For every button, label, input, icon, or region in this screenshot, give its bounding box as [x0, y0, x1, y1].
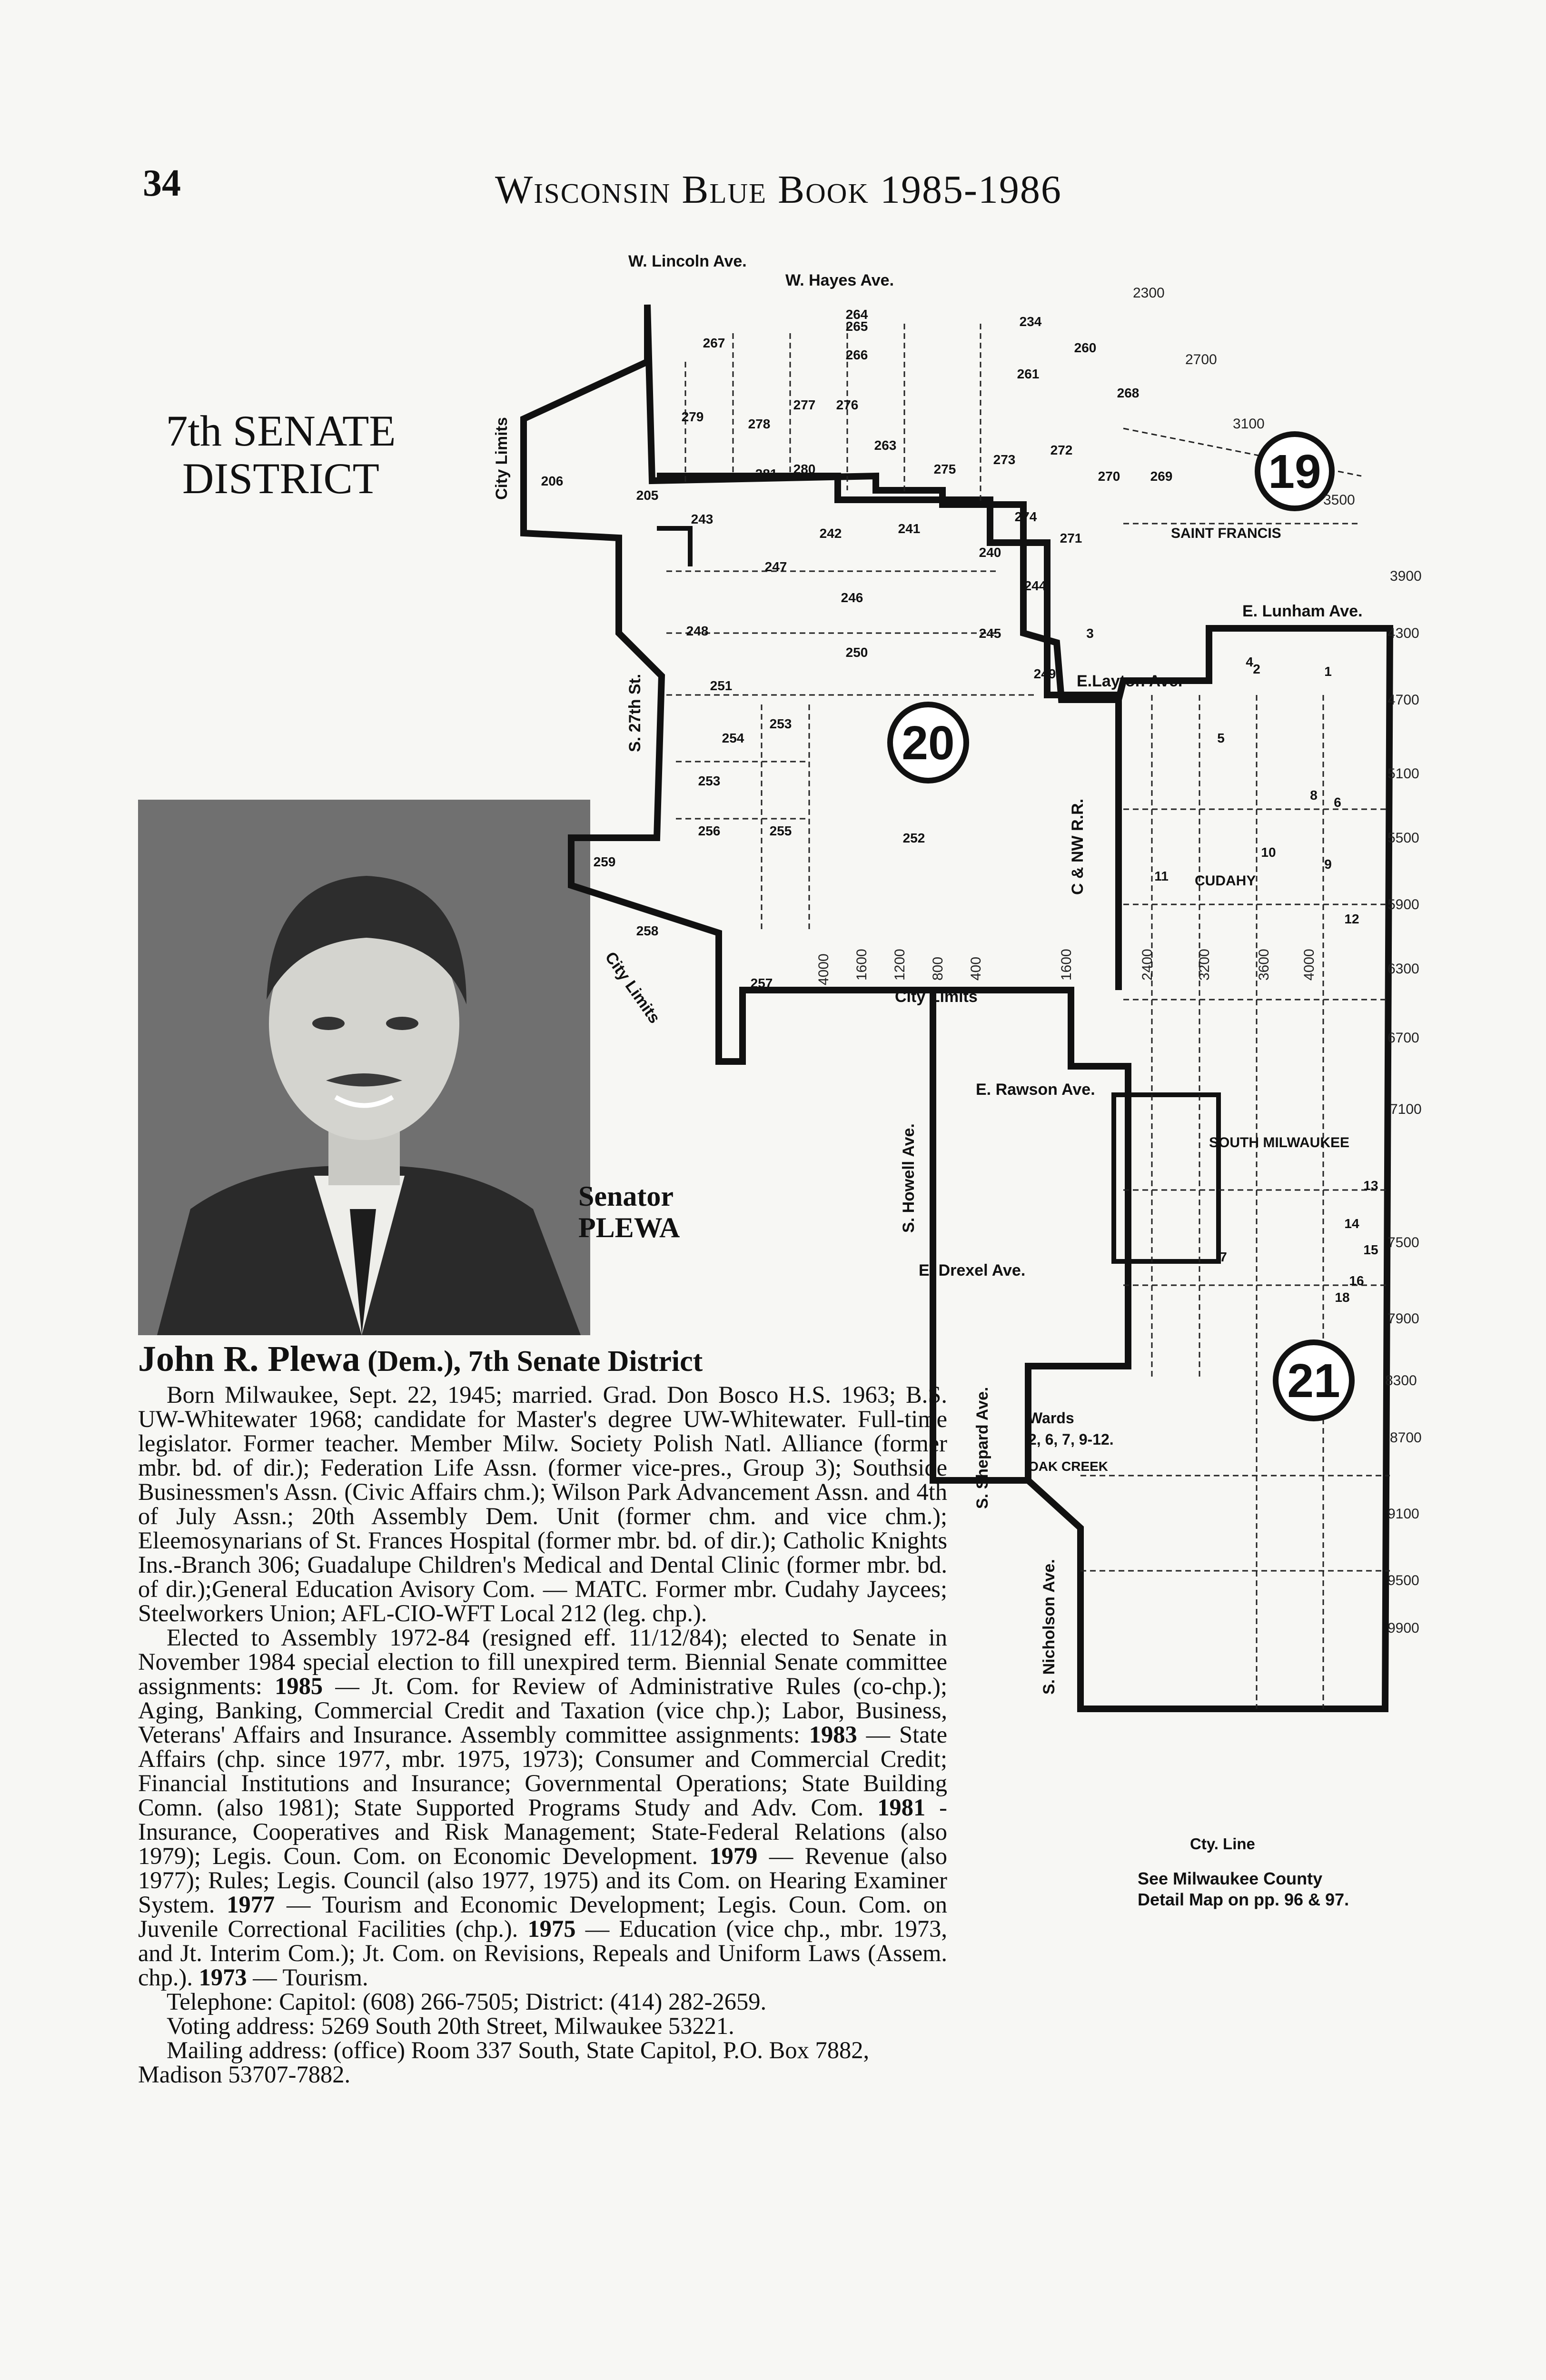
bio-p2-g: — Education (vice chp., mbr. 1973, and Jt. Interim Com.); Jt. Com. on Revisions, Repeals and Uniform Laws (Assem. chp.).	[138, 1915, 947, 1991]
bio-p2-e: — Revenue (also 1977); Rules; Legis. Council (also 1977, 1975) and its Com. on Hearing Examiner System.	[138, 1843, 947, 1918]
bio-p2-d: - Insurance, Cooperatives and Risk Management; State-Federal Relations (also 1979); Legis. Coun. Com. on Economic Development.	[138, 1794, 948, 1869]
ward-number: 246	[841, 590, 863, 605]
bio-paragraph-1: Born Milwaukee, Sept. 22, 1945; married. Grad. Don Bosco H.S. 1963; B.S. UW-Whitewater 1968; candidate for Master's degree UW-Whitewater. Full-time legislator. Former teacher. Member Milw. Society Polish Natl. Alliance (former mbr. bd. of dir.); Federation Life Assn. (former vice-pres., Group 3); Southside Businessmen's Assn. (Civic Affairs chm.); Wilson Park Advancement Assn. and 4th of July Assn.; 20th Assembly Dem. Unit (former chm. and vice chm.); Eleemosynarians of St. Frances Hospital (former mbr. bd. of dir.); Catholic Knights Ins.-Branch 306; Guadalupe Children's Medical and Dental Clinic (former mbr. bd. of dir.);General Education Avisory Com. — MATC. Former mbr. Cudahy Jaycees; Steelworkers Union; AFL-CIO-WFT Local 212 (leg. chp.).	[138, 1381, 947, 1626]
photo-caption-line1: Senator	[578, 1180, 674, 1212]
ward-number: 247	[764, 559, 787, 574]
ward-number: 251	[710, 678, 733, 693]
label-s27th: S. 27th St.	[626, 674, 644, 752]
ward-number: 270	[1098, 469, 1120, 484]
bio-p2-f: — Tourism and Economic Development; Legis. Coun. Com. on Juvenile Correctional Facilities (chp.).	[138, 1891, 947, 1942]
bio-p2-c: — State Affairs (chp. since 1977, mbr. 1975, 1973); Consumer and Commercial Credit; Financial Institutions and Insurance; Governmental Operations; State Building Comn. (also 1981); State Supported Programs Study and Adv. Com.	[138, 1721, 947, 1821]
ward-number: 280	[793, 462, 816, 476]
ward-number: 2	[1253, 662, 1260, 676]
block-number: 4000	[816, 953, 832, 985]
ward-number: 266	[845, 347, 868, 362]
label-hayes: W. Hayes Ave.	[785, 271, 894, 289]
ward-number: 1	[1324, 664, 1332, 679]
ward-number: 16	[1349, 1273, 1364, 1288]
page-number: 34	[143, 162, 181, 204]
block-number: 6700	[1387, 1030, 1419, 1046]
ward-number: 268	[1117, 386, 1140, 400]
year-1979: 1979	[709, 1843, 758, 1869]
block-number: 2400	[1140, 949, 1155, 981]
ward-number: 261	[1017, 367, 1040, 381]
district-heading	[138, 407, 424, 502]
district-heading-line2: DISTRICT	[182, 454, 379, 503]
ward-number: 278	[748, 416, 771, 431]
label-city-limits-diag: City Limits	[601, 948, 664, 1027]
bio-name	[138, 1338, 947, 1383]
block-number: 2700	[1185, 352, 1217, 367]
ward-number: 234	[1019, 314, 1042, 329]
block-number: 4300	[1387, 625, 1419, 641]
ward-number: 256	[698, 823, 721, 838]
bio-p2-a: Elected to Assembly 1972-84 (resigned eff. 11/12/84); elected to Senate in November 1984 special election to fill unexpired term. Biennial Senate committee assignments:	[138, 1624, 947, 1699]
year-1973: 1973	[198, 1964, 247, 1991]
ward-number: 271	[1060, 531, 1082, 545]
mailing-address-line: Mailing address: (office) Room 337 South, State Capitol, P.O. Box 7882, Madison 53707-7882.	[138, 2037, 870, 2088]
voting-address-line: Voting address: 5269 South 20th Street, Milwaukee 53221.	[167, 2013, 734, 2039]
ward-number: 205	[636, 488, 659, 503]
ward-number: 6	[1334, 795, 1341, 810]
block-number: 4000	[1301, 949, 1317, 981]
label-city-limits-bottom: City Limits	[895, 988, 978, 1006]
label-shepard: S. Shepard Ave.	[973, 1387, 991, 1509]
ward-number: 18	[1335, 1290, 1350, 1305]
label-railroad: C & NW R.R.	[1069, 798, 1087, 895]
year-1977: 1977	[227, 1891, 275, 1918]
label-drexel: E. Drexel Ave.	[919, 1261, 1026, 1279]
see-map-note	[1138, 1868, 1349, 1910]
block-number: 7500	[1387, 1235, 1419, 1250]
ward-number: 260	[1074, 340, 1097, 355]
photo-caption-line2: PLEWA	[578, 1212, 680, 1243]
ward-number: 255	[769, 823, 792, 838]
label-nicholson: S. Nicholson Ave.	[1040, 1559, 1058, 1695]
ward-number: 253	[698, 774, 721, 788]
district-20-label: 20	[902, 716, 955, 770]
biography	[138, 1338, 947, 2087]
block-number: 1600	[1059, 949, 1074, 981]
ward-number: 279	[681, 409, 704, 424]
block-number: 3200	[1197, 949, 1212, 981]
bio-paragraph-2	[138, 1626, 947, 1990]
ward-number: 265	[845, 319, 868, 334]
ward-numbers	[541, 307, 1378, 1305]
block-number: 7100	[1390, 1101, 1422, 1117]
label-cudahy: CUDAHY	[1195, 873, 1256, 889]
label-wards-line2: 2, 6, 7, 9-12.	[1028, 1431, 1114, 1448]
ward-number: 15	[1363, 1242, 1378, 1257]
ward-number: 245	[979, 626, 1001, 641]
district-19-label: 19	[1268, 445, 1321, 498]
block-number: 3500	[1323, 492, 1355, 508]
block-number: 1200	[892, 949, 908, 981]
year-1985: 1985	[275, 1673, 323, 1699]
block-number: 7900	[1387, 1311, 1419, 1327]
ward-number: 248	[686, 624, 709, 638]
year-1981: 1981	[877, 1794, 926, 1821]
ward-number: 263	[874, 438, 897, 453]
block-number: 9900	[1387, 1620, 1419, 1636]
county-line-note: Cty. Line	[1190, 1835, 1255, 1853]
bio-p2-b: — Jt. Com. for Review of Administrative Rules (co-chp.); Aging, Banking, Commercial Credit and Taxation (vice chp.); Labor, Business, Veterans' Affairs and Insurance. Assembly committee assignments:	[138, 1673, 947, 1748]
label-city-limits-vertical: City Limits	[493, 417, 511, 500]
bio-name-suffix: (Dem.), 7th Senate District	[360, 1345, 703, 1378]
ward-number: 276	[836, 397, 859, 412]
ward-number: 243	[691, 512, 714, 526]
block-number: 800	[930, 956, 946, 981]
ward-number: 249	[1033, 666, 1056, 681]
ward-number: 12	[1344, 912, 1359, 926]
ward-number: 14	[1344, 1216, 1359, 1231]
label-layton: E.Layton Ave.	[1077, 672, 1183, 690]
block-number: 6300	[1387, 961, 1419, 977]
label-howell: S. Howell Ave.	[900, 1123, 918, 1233]
block-number: 5900	[1387, 897, 1419, 912]
ward-number: 257	[750, 976, 773, 991]
ward-number: 274	[1014, 509, 1037, 524]
ward-number: 8	[1310, 788, 1318, 803]
ward-number: 242	[819, 526, 842, 541]
year-1975: 1975	[527, 1915, 576, 1942]
ward-number: 250	[845, 645, 868, 660]
ward-number: 258	[636, 923, 659, 938]
label-oak-creek: OAK CREEK	[1028, 1459, 1109, 1474]
ward-number: 273	[993, 452, 1016, 467]
ward-number: 11	[1154, 869, 1169, 883]
ward-number: 275	[933, 462, 956, 476]
label-wards-line1: Wards	[1028, 1409, 1074, 1427]
ward-number: 252	[902, 831, 925, 845]
ward-number: 281	[755, 466, 778, 481]
block-number: 5500	[1387, 830, 1419, 846]
ward-number: 206	[541, 474, 564, 488]
ward-number: 253	[769, 716, 792, 731]
ward-number: 272	[1050, 443, 1073, 457]
year-1983: 1983	[809, 1721, 857, 1748]
block-number: 8300	[1385, 1373, 1417, 1388]
ward-number: 13	[1363, 1178, 1378, 1193]
block-number: 9100	[1387, 1506, 1419, 1522]
label-south-milwaukee: SOUTH MILWAUKEE	[1209, 1135, 1350, 1150]
ward-number: 7	[1219, 1250, 1227, 1264]
running-head: Wisconsin Blue Book 1985-1986	[495, 168, 1062, 212]
bio-p2-h: — Tourism.	[247, 1964, 368, 1991]
ward-number: 5	[1217, 731, 1225, 745]
see-map-note-line2: Detail Map on pp. 96 & 97.	[1138, 1890, 1349, 1909]
ward-number: 244	[1024, 578, 1047, 593]
label-saint-francis: SAINT FRANCIS	[1171, 526, 1281, 541]
bio-name-text: John R. Plewa	[138, 1339, 360, 1379]
see-map-note-line1: See Milwaukee County	[1138, 1869, 1323, 1888]
ward-number: 4	[1246, 654, 1253, 669]
ward-number: 259	[593, 854, 616, 869]
block-number: 3600	[1256, 949, 1272, 981]
ward-number: 241	[898, 521, 921, 536]
block-number: 4700	[1387, 692, 1419, 708]
telephone-line: Telephone: Capitol: (608) 266-7505; District: (414) 282-2659.	[167, 1988, 767, 2015]
district-heading-line1: 7th SENATE	[166, 407, 396, 455]
district-21-label: 21	[1287, 1354, 1340, 1408]
ward-number: 277	[793, 397, 816, 412]
block-number: 3900	[1390, 568, 1422, 584]
label-lincoln: W. Lincoln Ave.	[628, 252, 747, 270]
ward-number: 269	[1150, 469, 1173, 484]
ward-number: 267	[703, 336, 725, 350]
block-number: 8700	[1390, 1430, 1422, 1446]
label-lunham: E. Lunham Ave.	[1242, 602, 1363, 620]
ward-number: 10	[1261, 845, 1276, 860]
block-number: 5100	[1387, 766, 1419, 782]
ward-number: 254	[722, 731, 744, 745]
ward-number: 3	[1086, 626, 1094, 641]
ward-number: 240	[979, 545, 1001, 560]
block-number: 9500	[1387, 1573, 1419, 1588]
ward-number: 264	[845, 307, 868, 322]
label-rawson: E. Rawson Ave.	[976, 1081, 1095, 1099]
block-number: 2300	[1133, 285, 1165, 301]
ward-number: 9	[1324, 857, 1332, 872]
block-number: 3100	[1233, 416, 1265, 432]
block-number: 1600	[854, 949, 870, 981]
block-number: 400	[968, 956, 984, 981]
